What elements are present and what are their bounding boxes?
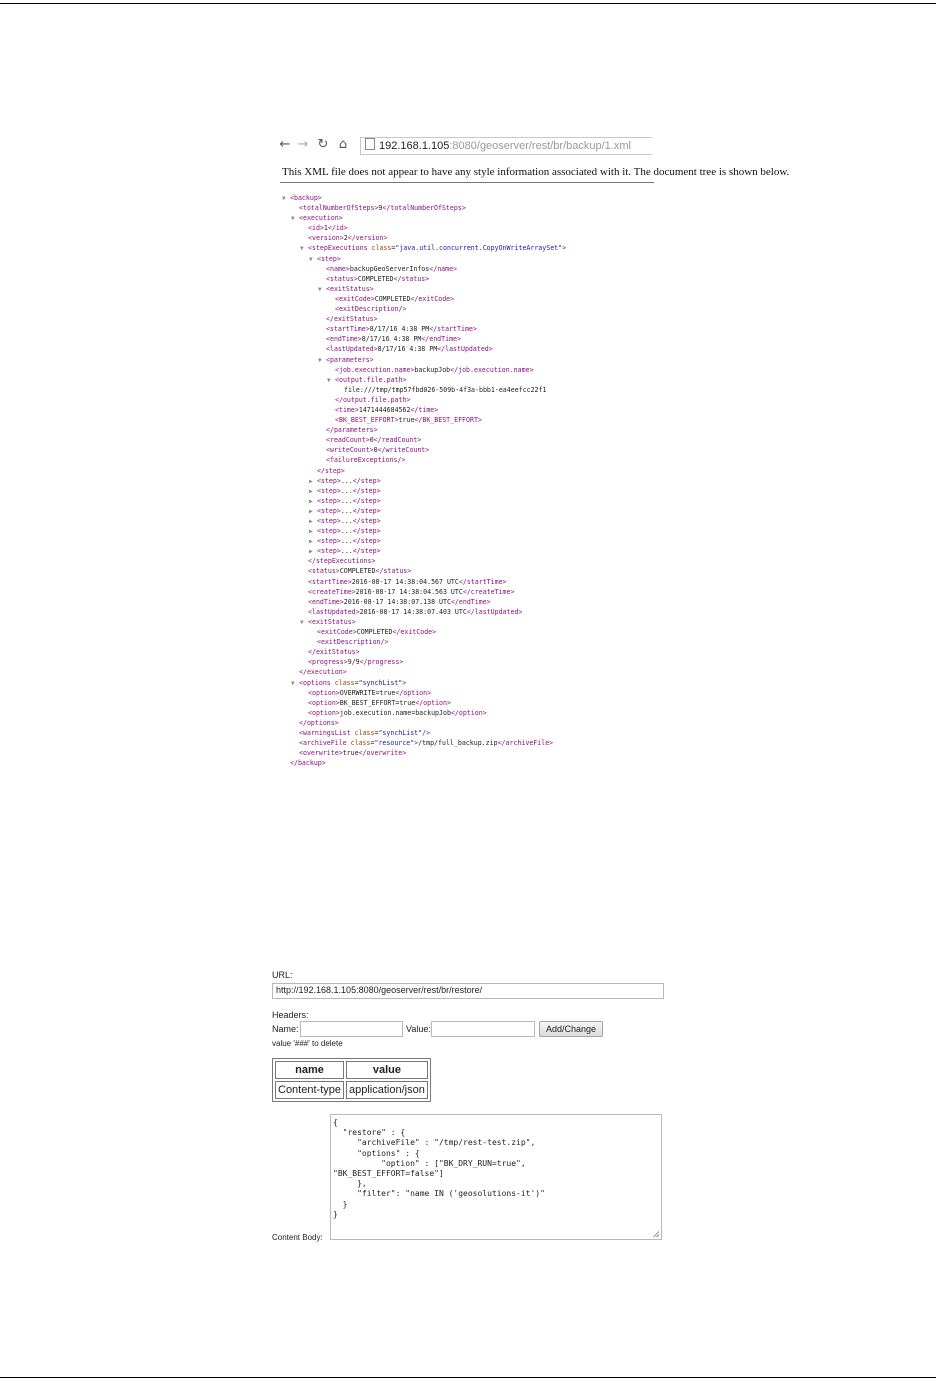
xml-line-text: </options> (299, 718, 339, 727)
page-top-rule (0, 3, 936, 4)
collapse-triangle-icon[interactable]: ▼ (300, 618, 304, 626)
collapse-triangle-icon[interactable]: ▼ (291, 679, 295, 687)
xml-line (282, 405, 566, 415)
xml-line (282, 395, 566, 405)
xml-line-text: <step>...</step> (317, 476, 381, 485)
xml-line-text: <BK_BEST_EFFORT>true</BK_BEST_EFFORT> (335, 416, 482, 425)
xml-line-text: <failureExceptions/> (326, 456, 406, 465)
expand-triangle-icon[interactable]: ▶ (309, 518, 313, 525)
xml-line (282, 324, 566, 334)
header-name-label: Name: (272, 1024, 299, 1034)
xml-line-text: <execution> (299, 214, 343, 223)
xml-line-text: <exitCode>COMPLETED</exitCode> (335, 294, 455, 303)
xml-line (282, 748, 566, 758)
xml-line (282, 314, 566, 324)
xml-line[interactable] (282, 516, 566, 526)
expand-triangle-icon[interactable]: ▶ (309, 507, 313, 515)
header-value-label: Value: (406, 1024, 431, 1034)
headers-table (272, 1058, 431, 1102)
expand-triangle-icon[interactable]: ▶ (309, 548, 313, 556)
xml-line-text: <lastUpdated>2016-08-17 14:38:07.403 UTC</lastUpdated> (308, 607, 523, 616)
xml-line-text: <startTime>8/17/16 4:38 PM</startTime> (326, 325, 477, 334)
xml-line-text: </output.file.path> (335, 395, 411, 404)
xml-line-text: </exitStatus> (326, 315, 378, 324)
xml-line[interactable] (282, 496, 566, 506)
xml-line (282, 415, 566, 425)
xml-line-text: <readCount>0</readCount> (326, 436, 422, 445)
xml-line (282, 425, 566, 435)
xml-line-text: <status>COMPLETED</status> (308, 567, 412, 576)
collapse-triangle-icon[interactable]: ▼ (282, 195, 286, 202)
browser-nav-bar (276, 134, 654, 158)
xml-line-text: <totalNumberOfSteps>9</totalNumberOfSteps> (299, 204, 466, 213)
notice-divider (280, 182, 654, 183)
column-header-value: value (346, 1061, 428, 1079)
expand-triangle-icon[interactable]: ▶ (309, 538, 313, 546)
xml-line-text: <step>...</step> (317, 537, 381, 546)
xml-line-text: </backup> (290, 759, 326, 768)
back-arrow-icon[interactable]: ← (279, 137, 291, 152)
xml-tree (282, 193, 566, 768)
xml-line-text: file:///tmp/tmp57fbd026-509b-4f3a-bbb1-ea4eefcc22f1 (344, 385, 547, 394)
collapse-triangle-icon[interactable]: ▼ (300, 245, 304, 253)
xml-line-text: <warningsList class="synchList"/> (299, 728, 431, 737)
expand-triangle-icon[interactable]: ▶ (309, 528, 313, 536)
xml-line (282, 657, 566, 667)
xml-line[interactable] (282, 526, 566, 536)
collapse-triangle-icon[interactable]: ▼ (318, 356, 322, 364)
xml-line-text: <option>OVERWRITE=true</option> (308, 688, 432, 697)
xml-line-text: <step>...</step> (317, 547, 381, 556)
xml-line (282, 334, 566, 344)
xml-line-text: </parameters> (326, 426, 378, 435)
xml-line (282, 738, 566, 748)
xml-line (282, 203, 566, 213)
xml-line (282, 607, 566, 617)
xml-line[interactable] (282, 254, 566, 264)
xml-line-text: <exitDescription/> (335, 305, 407, 314)
xml-line-text: <step>...</step> (317, 506, 381, 515)
xml-line-text: <step>...</step> (317, 486, 381, 495)
xml-line[interactable] (282, 486, 566, 496)
xml-line-text: <archiveFile class="resource">/tmp/full_backup.zip</archiveFile> (299, 739, 554, 748)
xml-line (282, 667, 566, 677)
xml-line (282, 577, 566, 587)
xml-line-text: <exitCode>COMPLETED</exitCode> (317, 628, 437, 637)
xml-line (282, 274, 566, 284)
xml-line (282, 223, 566, 233)
collapse-triangle-icon[interactable]: ▼ (327, 376, 331, 384)
collapse-triangle-icon[interactable]: ▼ (309, 255, 313, 263)
rest-client-form (270, 966, 670, 1246)
xml-line (282, 718, 566, 728)
xml-line-text: </stepExecutions> (308, 557, 376, 566)
xml-line (282, 466, 566, 476)
xml-line-text: <exitDescription/> (317, 638, 389, 647)
xml-line (282, 708, 566, 718)
header-name-input[interactable] (300, 1021, 403, 1037)
collapse-triangle-icon[interactable]: ▼ (291, 215, 295, 223)
xml-line (282, 294, 566, 304)
xml-line (282, 647, 566, 657)
xml-line (282, 365, 566, 375)
headers-label: Headers: (272, 1010, 309, 1020)
xml-line[interactable] (282, 476, 566, 486)
reload-icon[interactable]: ↻ (317, 137, 329, 152)
xml-line (282, 385, 566, 395)
url-input[interactable]: http://192.168.1.105:8080/geoserver/rest/br/restore/ (272, 983, 664, 999)
xml-line-text: <option>job.execution.name=backupJob</option> (308, 708, 487, 717)
xml-line[interactable] (282, 536, 566, 546)
xml-line-text: <overwrite>true</overwrite> (299, 749, 407, 758)
xml-line-text: <progress>9/9</progress> (308, 658, 404, 667)
xml-line-text: <writeCount>0</writeCount> (326, 446, 430, 455)
xml-line (282, 758, 566, 768)
address-bar[interactable] (360, 137, 652, 155)
xml-line-text: <id>1</id> (308, 224, 348, 233)
xml-line (282, 344, 566, 354)
xml-line-text: <step> (317, 254, 341, 263)
xml-line[interactable] (282, 375, 566, 385)
xml-line-text: <step>...</step> (317, 527, 381, 536)
header-value-cell: application/json (346, 1081, 428, 1099)
xml-line[interactable] (282, 506, 566, 516)
xml-line (282, 698, 566, 708)
xml-line-text: <lastUpdated>8/17/16 4:38 PM</lastUpdated> (326, 345, 493, 354)
content-body-text: { "restore" : { "archiveFile" : "/tmp/rest-test.zip", "options" : { "option" : ["BK_DRY_RUN=true", "BK_BEST_EFFORT=false"] }, "filter": "name IN ('geosolutions-it')" } } (333, 1118, 545, 1219)
header-name-cell: Content-type (275, 1081, 344, 1099)
xml-line (282, 264, 566, 274)
content-body-label: Content Body: (272, 1233, 323, 1242)
xml-line (282, 233, 566, 243)
expand-triangle-icon[interactable]: ▶ (309, 477, 313, 485)
content-body-textarea[interactable] (330, 1114, 662, 1240)
home-icon[interactable]: ⌂ (338, 137, 348, 152)
xml-line-text: </exitStatus> (308, 648, 360, 657)
xml-line (282, 566, 566, 576)
forward-arrow-icon[interactable]: → (297, 137, 309, 152)
table-row (275, 1081, 428, 1099)
xml-line-text: <endTime>8/17/16 4:38 PM</endTime> (326, 335, 462, 344)
xml-line (282, 587, 566, 597)
address-path: :8080/geoserver/rest/br/backup/1.xml (449, 140, 631, 152)
xml-line (282, 597, 566, 607)
xml-line-text: <stepExecutions class="java.util.concurrent.CopyOnWriteArraySet"> (308, 244, 567, 253)
xml-line-text: <time>1471444684562</time> (335, 405, 439, 414)
xml-line[interactable] (282, 546, 566, 556)
address-host: 192.168.1.105 (379, 140, 450, 152)
collapse-triangle-icon[interactable]: ▼ (318, 285, 322, 293)
xml-browser-screenshot (276, 134, 790, 774)
header-value-input[interactable] (431, 1021, 535, 1037)
page-bottom-rule (0, 1377, 936, 1378)
xml-line-text: <job.execution.name>backupJob</job.execution.name> (335, 365, 534, 374)
column-header-name: name (275, 1061, 344, 1079)
xml-line (282, 556, 566, 566)
xml-line-text: <exitStatus> (326, 284, 374, 293)
xml-line-text: <createTime>2016-08-17 14:38:04.563 UTC</createTime> (308, 587, 515, 596)
xml-line (282, 637, 566, 647)
xml-line (282, 445, 566, 455)
xml-line-text: <output.file.path> (335, 375, 407, 384)
xml-line (282, 688, 566, 698)
xml-line[interactable] (282, 355, 566, 365)
xml-line-text: <backup> (290, 194, 322, 202)
xml-line-text: </execution> (299, 668, 347, 677)
xml-line-text: </step> (317, 466, 345, 475)
xml-line[interactable] (282, 617, 566, 627)
xml-line-text: <options class="synchList"> (299, 678, 407, 687)
xml-line-text: <status>COMPLETED</status> (326, 274, 430, 283)
xml-style-notice: This XML file does not appear to have any style information associated with it. The document tree is shown below. (282, 166, 790, 178)
xml-line[interactable] (282, 213, 566, 223)
xml-line (282, 455, 566, 465)
page-document-icon (365, 138, 375, 150)
xml-line-text: <option>BK_BEST_EFFORT=true</option> (308, 698, 451, 707)
xml-line-text: <step>...</step> (317, 496, 381, 505)
xml-line-text: <name>backupGeoServerInfos</name> (326, 264, 458, 273)
add-change-button[interactable]: Add/Change (539, 1021, 603, 1037)
url-label: URL: (272, 970, 293, 980)
xml-line-text: <step>...</step> (317, 517, 381, 525)
xml-line-text: <endTime>2016-08-17 14:38:07.138 UTC</endTime> (308, 597, 491, 606)
xml-line[interactable] (282, 284, 566, 294)
xml-line-text: <version>2</version> (308, 234, 388, 243)
xml-line (282, 435, 566, 445)
expand-triangle-icon[interactable]: ▶ (309, 497, 313, 505)
xml-line[interactable] (282, 678, 566, 688)
xml-line[interactable] (282, 243, 566, 253)
headers-table-header-row (275, 1061, 428, 1079)
xml-line (282, 627, 566, 637)
delete-hint: value '###' to delete (272, 1039, 343, 1048)
xml-line-text: <parameters> (326, 355, 374, 364)
xml-line[interactable] (282, 193, 566, 203)
expand-triangle-icon[interactable]: ▶ (309, 487, 313, 495)
xml-line-text: <startTime>2016-08-17 14:38:04.567 UTC</startTime> (308, 577, 507, 586)
xml-line-text: <exitStatus> (308, 617, 356, 626)
xml-line (282, 304, 566, 314)
xml-line (282, 728, 566, 738)
resize-grip-icon[interactable] (653, 1231, 659, 1237)
